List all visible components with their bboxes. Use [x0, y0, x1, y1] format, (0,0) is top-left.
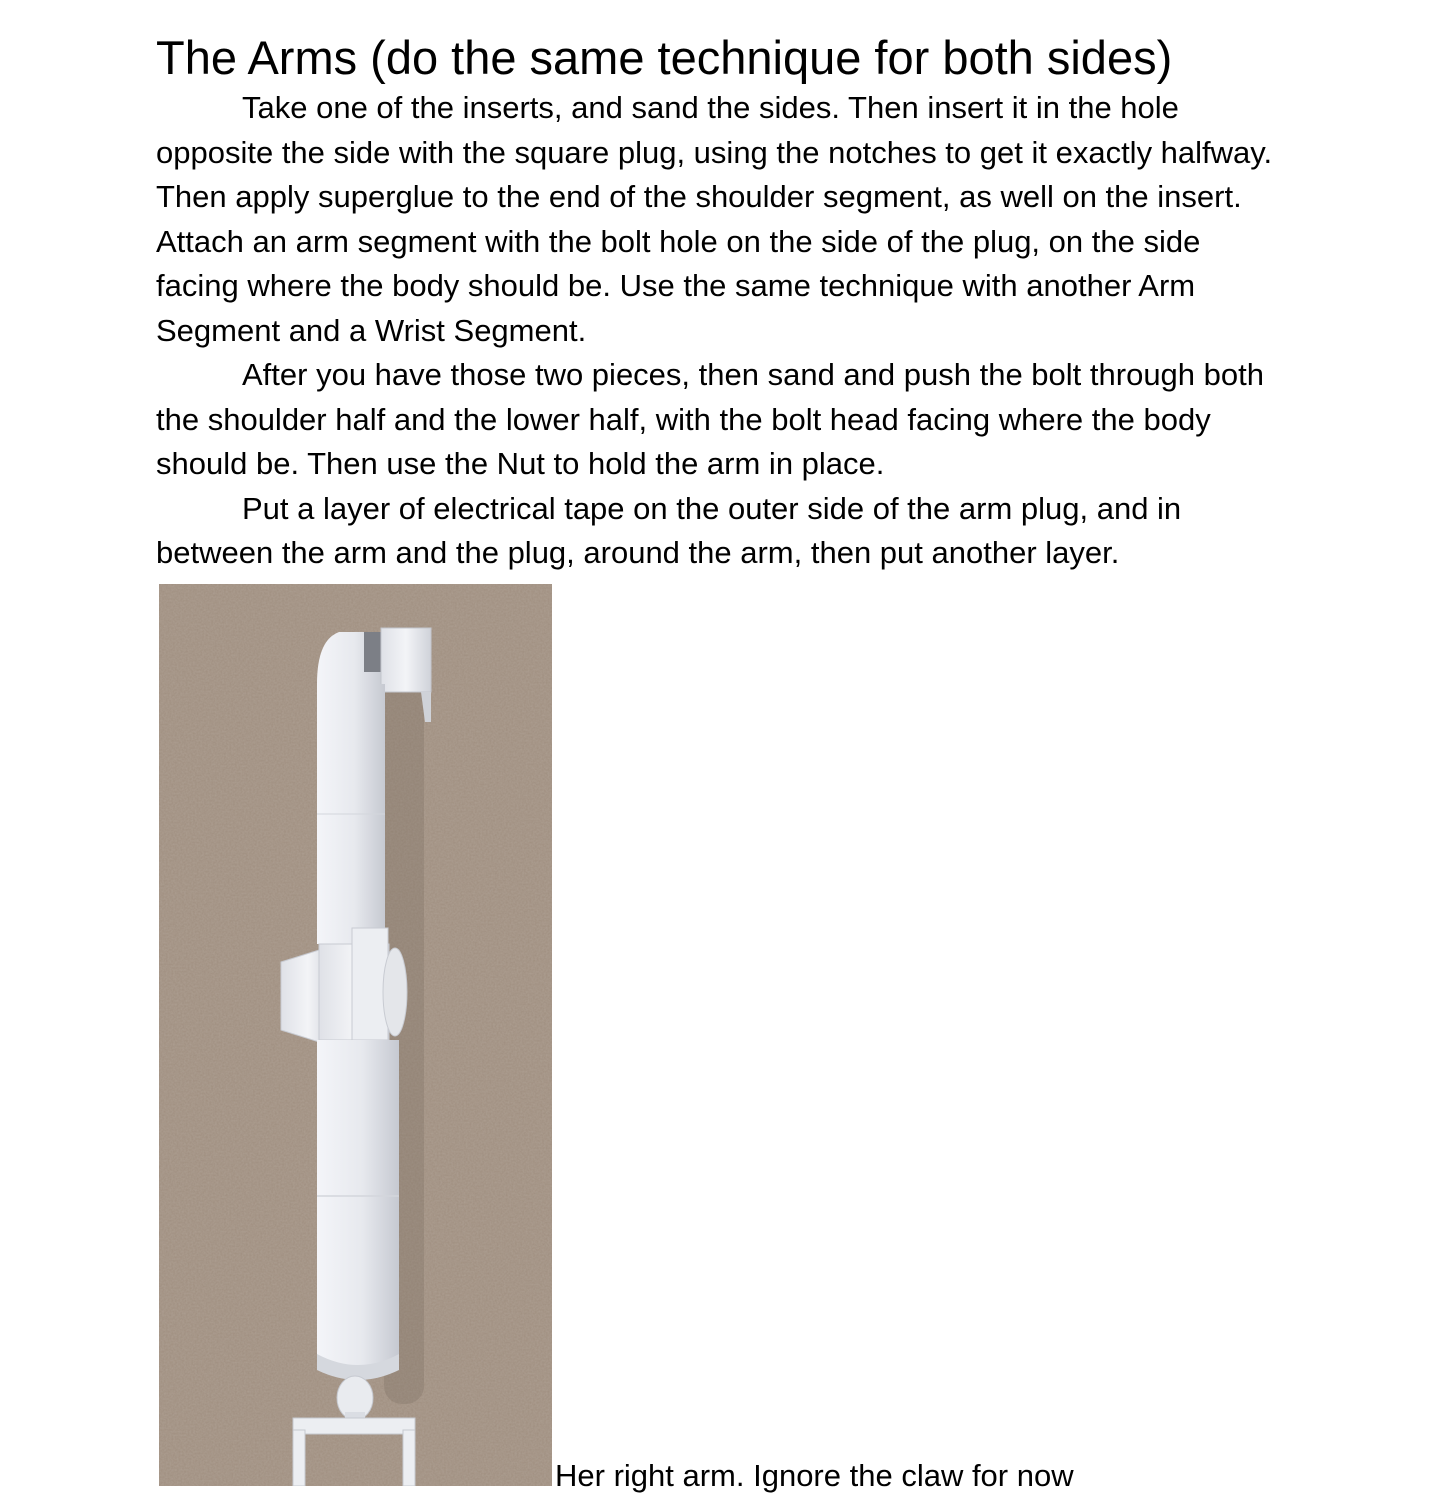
arm-photo-drawing: [159, 584, 552, 1486]
arm-photo: [159, 584, 552, 1486]
paragraph-1: Take one of the inserts, and sand the sides. Then insert it in the hole opposite the side with the square plug, using the notches to get it exactly halfway. Then apply superglue to the end of the shoulder segment, as well on the insert. Attach an arm segment with the bolt hole on the side of the plug, on the side facing where the body should be. Use the same technique with another Arm Segment and a Wrist Segment.: [156, 90, 1273, 348]
figure-caption: Her right arm. Ignore the claw for now: [555, 1458, 1074, 1493]
section-heading: The Arms (do the same technique for both sides): [156, 31, 1173, 84]
paragraph-3: Put a layer of electrical tape on the outer side of the arm plug, and in between the arm and the plug, around the arm, then put another layer.: [156, 490, 1182, 570]
paragraph-2: After you have those two pieces, then sand and push the bolt through both the shoulder half and the lower half, with the bolt head facing where the body should be. Then use the Nut to hold the arm in place.: [156, 357, 1264, 481]
document-body: [156, 30, 1286, 576]
